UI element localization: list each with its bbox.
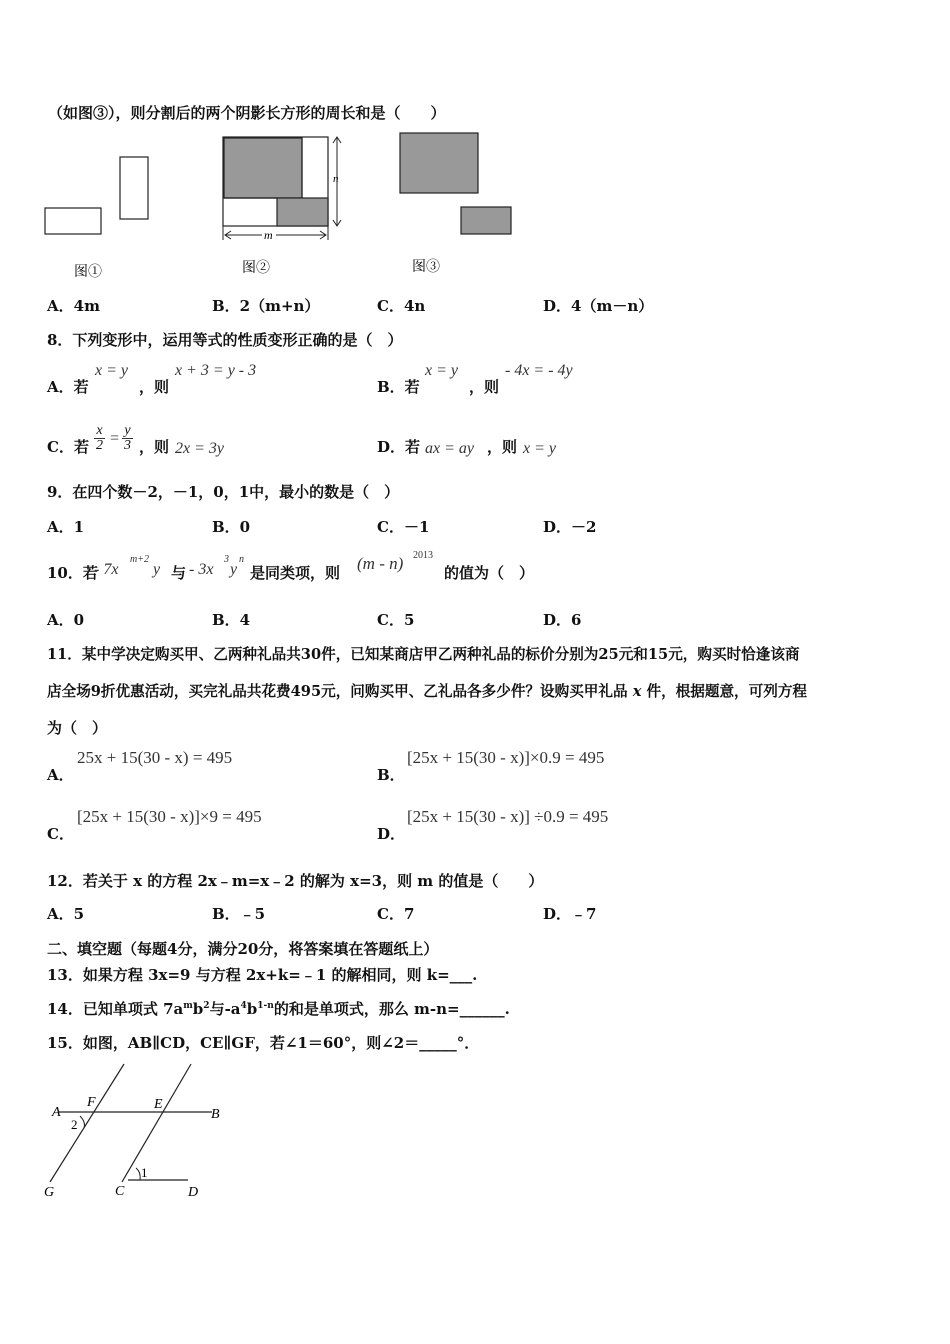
q8-a-prefix: A．若: [47, 378, 89, 396]
q11-line2: 店全场9折优惠活动，买完礼品共花费495元，问购买甲、乙礼品各多少件？设购买甲礼品 x 件，根据题意，可列方程: [47, 683, 808, 700]
q8-a-cond: x = y: [95, 362, 128, 379]
q15-figure: [40, 1060, 240, 1205]
q8-c-eq: =: [110, 430, 120, 447]
q13-stem: 13．如果方程 3x=9 与方程 2x+k=﹣1 的解相同，则 k=___.: [47, 966, 478, 984]
q7-stem: （如图③），则分割后的两个阴影长方形的周长和是（ ）: [48, 104, 446, 122]
q10-option-d[interactable]: D．6: [543, 611, 582, 629]
fig2-n-label: n: [333, 173, 339, 185]
section2-heading: 二、填空题（每题4分，满分20分，将答案填在答题纸上）: [47, 940, 439, 958]
q9-option-c[interactable]: C．－1: [377, 518, 430, 536]
q12-option-c[interactable]: C．7: [377, 905, 415, 923]
q7-option-c[interactable]: C．4n: [377, 297, 426, 315]
q10-term1: - 7x: [94, 561, 119, 578]
q10-option-c[interactable]: C．5: [377, 611, 415, 629]
q10-expr: (m - n): [357, 554, 404, 573]
q9-option-d[interactable]: D．－2: [543, 518, 597, 536]
q8-c-prefix: C．若: [47, 438, 89, 456]
q9-stem: 9．在四个数－2，－1，0，1中，最小的数是（ ）: [47, 483, 400, 501]
q8-c-frac-y3: $\frac{y}{3}$: [124, 423, 131, 453]
q9-option-a[interactable]: A．1: [47, 518, 85, 536]
q9-option-b[interactable]: B．0: [212, 518, 251, 536]
q8-b-result: - 4x = - 4y: [505, 362, 573, 379]
fig3-small-shaded-rect: [461, 207, 511, 234]
q7-option-a[interactable]: A．4m: [47, 297, 100, 315]
q11-c-equation: [25x + 15(30 - x)]×9 = 495: [77, 807, 262, 826]
line-gf: [50, 1064, 124, 1182]
q8-c-result: 2x = 3y: [175, 440, 224, 457]
q10-option-b[interactable]: B．4: [212, 611, 251, 629]
fig3-big-shaded-rect: [400, 133, 478, 193]
label-f: F: [87, 1095, 96, 1110]
q11-a-equation: 25x + 15(30 - x) = 495: [77, 748, 233, 767]
label-a: A: [52, 1105, 61, 1120]
q11-line1: 11．某中学决定购买甲、乙两种礼品共30件，已知某商店甲乙两种礼品的标价分别为25元和15元，购买时恰逢该商: [47, 646, 800, 663]
q14-stem: 14．已知单项式 $7a^mb^2$与$-a^4b^{1-n}$的和是单项式，那么 m-n=______.: [47, 1000, 510, 1018]
fig2-shaded-top: [224, 138, 302, 198]
q8-b-then: ，则: [469, 378, 500, 396]
label-d: D: [188, 1185, 199, 1200]
q7-option-d[interactable]: D．4（m－n）: [543, 297, 654, 315]
q11-b-equation: [25x + 15(30 - x)]×0.9 = 495: [407, 748, 605, 767]
fig2-m-label: m: [264, 228, 273, 242]
label-angle-2: 2: [71, 1117, 78, 1132]
line-ce: [122, 1064, 191, 1182]
fig1-vertical-rect: [120, 157, 148, 219]
fig2-label: 图②: [242, 261, 270, 276]
label-g: G: [44, 1185, 55, 1200]
q10-stem: 10．若 - 7x m+2 y 与 - 3x 3 y n 是同类项，则 (m - n) 2013 的值为（ ）: [47, 550, 535, 582]
q11-d-equation: [25x + 15(30 - x)] ÷0.9 = 495: [407, 807, 609, 826]
q8-c-then: ，则: [139, 438, 170, 456]
q8-c-frac-x2: $\frac{x}{2}$: [96, 423, 103, 453]
q8-d-cond: ax = ay: [425, 440, 474, 457]
q12-option-b[interactable]: B．﹣5: [212, 905, 266, 923]
q15-stem: 15．如图，AB∥CD，CE∥GF，若∠1＝60°，则∠2＝_____°．: [47, 1034, 480, 1052]
q8-stem: 8．下列变形中，运用等式的性质变形正确的是（ ）: [47, 331, 403, 349]
q8-d-then: ，则: [487, 438, 518, 456]
q7-figures: [40, 130, 520, 280]
fig3-label: 图③: [412, 260, 440, 275]
label-angle-1: 1: [141, 1165, 148, 1180]
q12-stem: 12．若关于 x 的方程 2x﹣m=x﹣2 的解为 x=3，则 m 的值是（ ）: [47, 872, 544, 890]
q8-b-cond: x = y: [425, 362, 458, 379]
fig1-label: 图①: [74, 265, 102, 280]
q8-a-then: ，则: [139, 378, 170, 396]
q7-option-b[interactable]: B．2（m+n）: [212, 297, 320, 315]
fig1-horizontal-rect: [45, 208, 101, 234]
q8-a-result: x + 3 = y - 3: [175, 362, 257, 379]
q8-d-prefix: D．若: [377, 438, 421, 456]
fig2-shaded-bottom: [277, 198, 328, 226]
q12-option-d[interactable]: D．﹣7: [543, 905, 597, 923]
q10-option-a[interactable]: A．0: [47, 611, 85, 629]
label-c: C: [115, 1184, 125, 1199]
q11-line3: 为（ ）: [47, 719, 108, 737]
label-b: B: [211, 1107, 220, 1122]
q8-d-result: x = y: [523, 440, 556, 457]
label-e: E: [154, 1097, 163, 1112]
q8-b-prefix: B．若: [377, 378, 420, 396]
q12-option-a[interactable]: A．5: [47, 905, 85, 923]
q10-term2: - 3x: [189, 561, 214, 578]
